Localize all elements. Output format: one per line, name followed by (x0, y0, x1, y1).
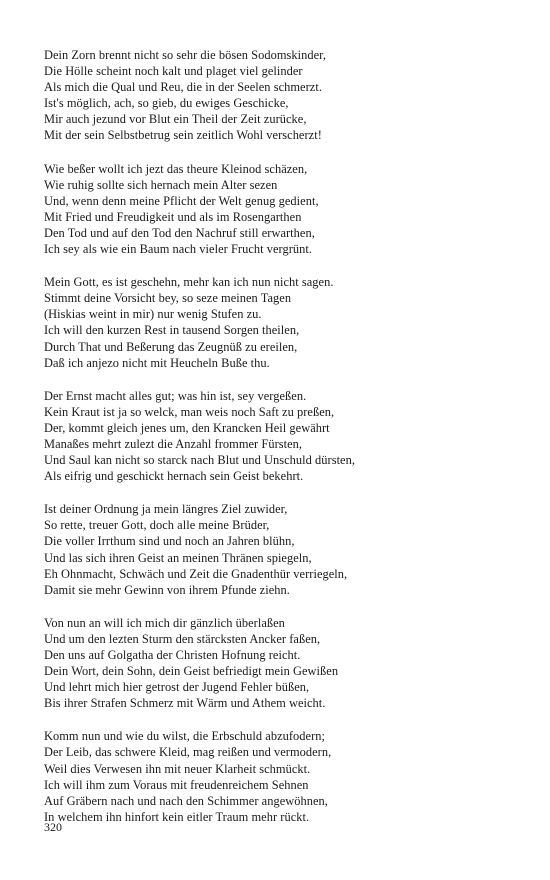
verse-line: Ich will den kurzen Rest in tausend Sorgen theilen, (44, 323, 300, 338)
verse-line: Den uns auf Golgatha der Christen Hofnung reicht. (44, 648, 301, 662)
verse-line: Mit der sein Selbstbetrug sein zeitlich Wohl verscherzt! (44, 128, 322, 143)
verse-line: Manaßes mehrt zulezt die Anzahl frommer Fürsten, (44, 436, 303, 451)
verse-line: Der Ernst macht alles gut; was hin ist, sey vergeßen. (44, 388, 307, 403)
verse-line: Den Tod und auf den Tod den Nachruf still erwarthen, (44, 225, 315, 240)
verse-line: Dein Wort, dein Sohn, dein Geist befriedigt mein Gewißen (44, 664, 339, 679)
verse-line: Und lehrt mich hier getrost der Jugend Fehler büßen, (44, 680, 310, 695)
verse-line: Kein Kraut ist ja so welck, man weis noch Saft zu preßen, (44, 404, 335, 419)
verse-line: Und las sich ihren Geist an meinen Thränen spiegeln, (44, 550, 312, 565)
verse-line: Die voller Irrthum sind und noch an Jahren blühn, (44, 534, 295, 549)
verse-line: Mir auch jezund vor Blut ein Theil der Zeit zurücke, (44, 112, 307, 127)
verse-line: Ich will ihm zum Voraus mit freudenreichem Sehnen (44, 777, 309, 792)
verse-line: Der, kommt gleich jenes um, den Krancken Heil gewährt (44, 420, 330, 435)
verse-line: Daß ich anjezo nicht mit Heucheln Buße thu. (44, 355, 270, 370)
verse-line: Dein Zorn brennt nicht so sehr die bösen Sodomskinder, (44, 48, 326, 62)
verse-line: Und, wenn denn meine Pflicht der Welt genug gedient, (44, 193, 319, 208)
verse-line: Wie beßer wollt ich jezt das theure Kleinod schäzen, (44, 161, 308, 176)
verse-line: Ich sey als wie ein Baum nach vieler Frucht vergrünt. (44, 242, 313, 257)
verse-line: Als mich die Qual und Reu, die in der Seelen schmerzt. (44, 80, 322, 95)
verse-line: Mein Gott, es ist geschehn, mehr kan ich nun nicht sagen. (44, 275, 334, 290)
verse-line: Damit sie mehr Gewinn von ihrem Pfunde ziehn. (44, 582, 290, 597)
verse-line: Stimmt deine Vorsicht bey, so seze meinen Tagen (44, 291, 292, 306)
verse-line: Der Leib, das schwere Kleid, mag reißen und vermodern, (44, 745, 332, 760)
verse-line: Komm nun und wie du wilst, die Erbschuld abzufodern; (44, 729, 325, 744)
verse-line: Wie ruhig sollte sich hernach mein Alter sezen (44, 177, 278, 192)
poem-text (44, 47, 514, 842)
stanza-4 (44, 388, 514, 485)
stanza-7 (44, 728, 514, 825)
verse-line: Eh Ohnmacht, Schwäch und Zeit die Gnadenthür verriegeln, (44, 566, 348, 581)
verse-line: Bis ihrer Strafen Schmerz mit Wärm und Athem weicht. (44, 696, 326, 711)
page-number: 320 (44, 820, 62, 834)
stanza-1 (44, 47, 514, 144)
verse-line: Ist deiner Ordnung ja mein längres Ziel zuwider, (44, 502, 288, 517)
verse-line: Ist's möglich, ach, so gieb, du ewiges Geschicke, (44, 96, 289, 111)
verse-line: Auf Gräbern nach und nach den Schimmer angewöhnen, (44, 793, 328, 808)
verse-line: Durch That und Beßerung das Zeugnüß zu ereilen, (44, 339, 298, 354)
verse-line: Und um den lezten Sturm den stärcksten Ancker faßen, (44, 631, 321, 646)
stanza-2 (44, 161, 514, 258)
stanza-3 (44, 274, 514, 371)
stanza-6 (44, 615, 514, 712)
verse-line: Die Hölle scheint noch kalt und plaget viel gelinder (44, 64, 303, 79)
verse-line: Weil dies Verwesen ihn mit neuer Klarheit schmückt. (44, 761, 311, 776)
verse-line: In welchem ihn hinfort kein eitler Traum mehr rückt. (44, 809, 310, 824)
verse-line: Mit Fried und Freudigkeit und als im Rosengarthen (44, 209, 302, 224)
verse-line: (Hiskias weint in mir) nur wenig Stufen zu. (44, 307, 262, 322)
verse-line: Und Saul kan nicht so starck nach Blut und Unschuld dürsten, (44, 453, 355, 468)
verse-line: So rette, treuer Gott, doch alle meine Brüder, (44, 518, 270, 533)
verse-line: Von nun an will ich mich dir gänzlich überlaßen (44, 615, 285, 630)
stanza-5 (44, 501, 514, 598)
verse-line: Als eifrig und geschickt hernach sein Geist bekehrt. (44, 469, 304, 484)
